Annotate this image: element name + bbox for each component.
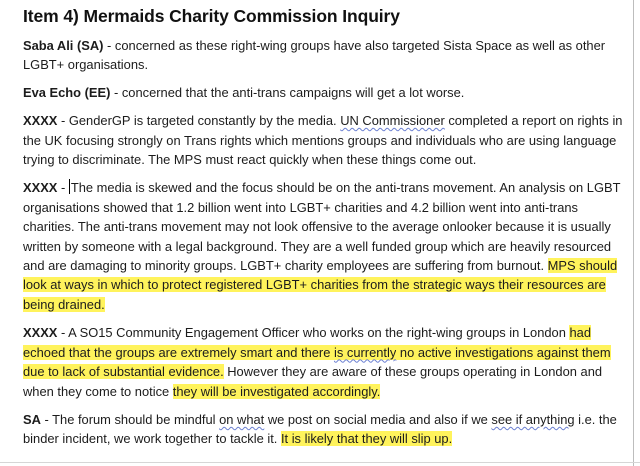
highlighted-text: no active investigations against them due to lack of substantial evidence. xyxy=(23,344,611,380)
paragraph-text: However they are aware of these groups operating in London and when they come to notice xyxy=(23,364,603,399)
highlighted-text: they will be investigated accordingly. xyxy=(172,383,381,399)
page-edge-bottom xyxy=(0,462,640,463)
highlighted-text: had echoed that the groups are extremely smart and there xyxy=(23,325,591,360)
speaker-name: XXXX xyxy=(23,325,58,341)
paragraph-text: - The forum should be mindful xyxy=(40,411,220,427)
paragraph-text: - GenderGP is targeted constantly by the media. xyxy=(57,113,341,129)
paragraph-text: - concerned as these right-wing groups have also targeted Sista Space as well as other LGBT+ organisations. xyxy=(23,38,606,73)
speaker-name: XXXX xyxy=(23,113,58,129)
speaker-name: SA xyxy=(23,411,41,427)
document-title: Item 4) Mermaids Charity Commission Inquiry xyxy=(23,6,400,26)
highlighted-text: MPS should look at ways in which to protect registered LGBT+ charities from the strategic ways their resources are being drained. xyxy=(23,258,618,312)
spellcheck-flagged-text[interactable]: on what xyxy=(219,411,265,427)
paragraph-text: completed a report on rights in the UK focusing strongly on Trans rights which mentions groups and individuals who are using language trying to discriminate. The MPS must react quickly when these things come out. xyxy=(23,113,623,168)
paragraph-xxxx-so15 xyxy=(23,323,630,401)
paragraph-eva-echo xyxy=(23,83,630,102)
spellcheck-flagged-text[interactable]: UN Commissioner xyxy=(340,113,445,129)
paragraph-text: i.e. the binder incident, we work together to tackle it. xyxy=(23,411,617,447)
paragraph-sa-forum xyxy=(23,410,630,449)
page-edge-right xyxy=(633,0,634,466)
spellcheck-flagged-text[interactable]: is currently xyxy=(333,344,397,360)
highlighted-text: It is likely that they will slip up. xyxy=(280,431,453,447)
paragraph-text: - xyxy=(57,180,69,196)
paragraph-xxxx-media xyxy=(23,178,630,314)
speaker-name: XXXX xyxy=(23,180,58,196)
speaker-name: Eva Echo (EE) xyxy=(23,84,111,100)
paragraph-text: - A SO15 Community Engagement Officer who works on the right-wing groups in London xyxy=(57,325,570,341)
paragraph-xxxx-gendergp xyxy=(23,111,630,169)
spellcheck-flagged-text[interactable]: see if anything xyxy=(491,411,575,427)
paragraph-text: - concerned that the anti-trans campaigns will get a lot worse. xyxy=(110,84,465,100)
text-cursor xyxy=(69,179,70,194)
paragraph-text: we post on social media and also if we xyxy=(264,411,492,427)
paragraph-text: The media is skewed and the focus should be on the anti-trans movement. An analysis on LGBT organisations showed that 1.2 billion went into LGBT+ charities and 4.2 billion went into anti-trans charities. The anti-trans movement may not look offensive to the average onlooker because it is usually written by someone with a legal background. They are a well funded group which are heavily resourced and are damaging to minority groups. LGBT+ charity employees are suffering from burnout. xyxy=(23,180,621,274)
paragraph-saba-ali xyxy=(23,36,630,75)
speaker-name: Saba Ali (SA) xyxy=(23,38,104,53)
